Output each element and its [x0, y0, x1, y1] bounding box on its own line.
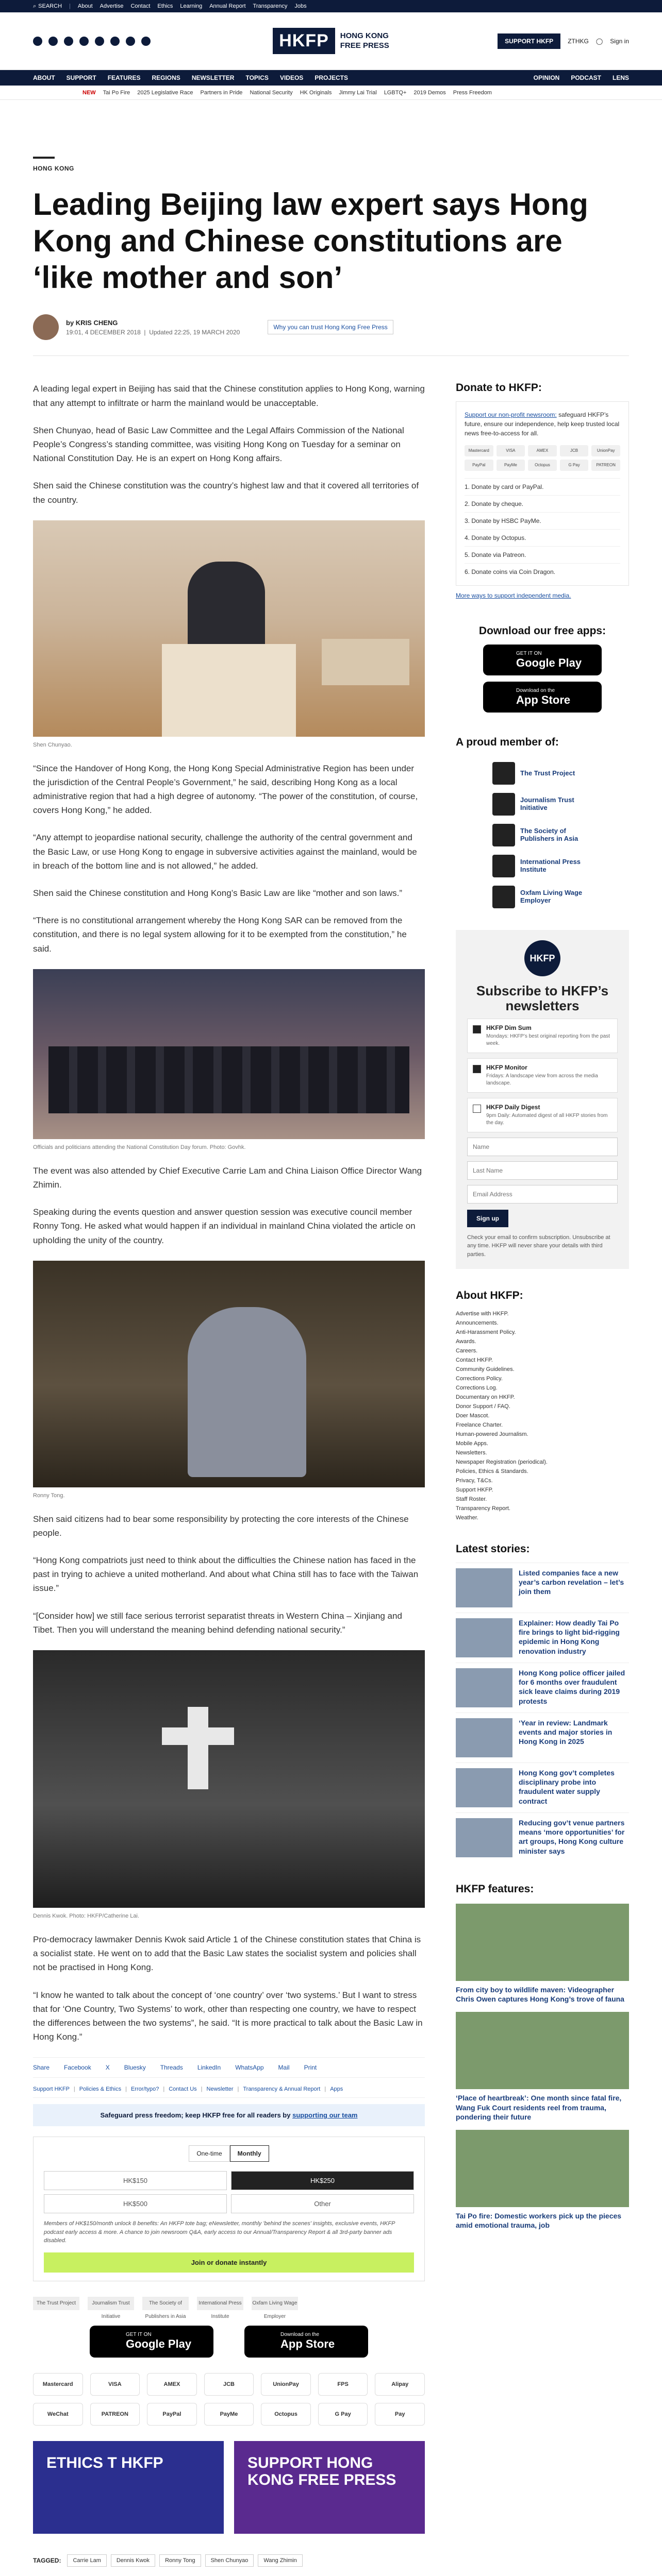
support-team-link[interactable]: supporting our team: [292, 2111, 358, 2120]
publish-date: 19:01, 4 DECEMBER 2018 | Updated 22:25, 19 MARCH 2020: [66, 328, 240, 336]
topbar-link-contact[interactable]: Contact: [130, 3, 151, 9]
apple-pay-icon[interactable]: Pay: [375, 2403, 425, 2426]
about-link[interactable]: Announcements.: [456, 1320, 499, 1327]
nav-opinion[interactable]: OPINION: [533, 74, 560, 81]
membership-logos: [456, 758, 629, 912]
user-icon[interactable]: ◯: [595, 37, 603, 45]
top-utility-bar: [0, 0, 662, 12]
article-photo[interactable]: [33, 1650, 425, 1908]
amount-option[interactable]: Other: [231, 2194, 414, 2213]
category-link[interactable]: HONG KONG: [33, 165, 74, 172]
payme-icon: PayMe: [496, 460, 525, 471]
google-pay-icon[interactable]: G Pay: [318, 2403, 368, 2426]
tag-link[interactable]: Ronny Tong: [159, 2554, 201, 2567]
about-section: [456, 1290, 629, 1522]
paragraph: “There is no constitutional arrangement whereby the Hong Kong SAR can be removed from the constitution, and there is no legal system allowing for it to be exempted from the constitution,” he said.: [33, 916, 407, 954]
donate-method[interactable]: 3. Donate by HSBC PayMe.: [465, 512, 620, 529]
logo-mark: HKFP: [273, 28, 335, 54]
newsletter-option[interactable]: HKFP Monitor Fridays: A landscape view from across the media landscape.: [467, 1058, 618, 1093]
topbar-link-transparency[interactable]: Transparency: [253, 3, 288, 9]
share-mail[interactable]: Mail: [278, 2064, 290, 2072]
trending-link[interactable]: 2019 Demos: [413, 89, 446, 96]
brand-header: [0, 12, 662, 70]
nav-about[interactable]: ABOUT: [33, 74, 55, 81]
footer-link[interactable]: Transparency & Annual Report: [243, 2086, 321, 2093]
partner-logo: Journalism Trust Initiative: [88, 2297, 134, 2310]
amex-icon: AMEX: [528, 445, 557, 456]
story-item[interactable]: Hong Kong gov’t completes disciplinary probe into fraudulent water supply contract: [456, 1762, 629, 1812]
tag-link[interactable]: Wang Zhimin: [258, 2554, 302, 2567]
story-thumbnail: [456, 1818, 512, 1857]
payment-icons-mini: [465, 445, 620, 471]
sidebar: [456, 382, 629, 2576]
about-link[interactable]: Newsletters.: [456, 1450, 487, 1456]
nav-podcast[interactable]: PODCAST: [571, 74, 601, 81]
feature-thumbnail: [456, 2012, 629, 2089]
hkfp-badge-icon: HKFP: [524, 940, 560, 976]
about-link[interactable]: Documentary on HKFP.: [456, 1394, 515, 1401]
about-link[interactable]: Policies, Ethics & Standards.: [456, 1468, 528, 1475]
nav-regions[interactable]: REGIONS: [152, 74, 180, 81]
story-thumbnail: [456, 1768, 512, 1807]
freq-monthly[interactable]: Monthly: [230, 2145, 269, 2162]
promo-banners: [33, 2441, 425, 2534]
amount-option[interactable]: HK$500: [44, 2194, 227, 2213]
paragraph: “Hong Kong compatriots just need to think about the difficulties the Chinese nation has faced in the past in trying to achieve a united motherland. And about what China still has to face with the Taiwan issue.”: [33, 1555, 419, 1594]
footer-link[interactable]: Error/typo?: [130, 2086, 159, 2093]
newsletter-title: Subscribe to HKFP’s newsletters: [476, 983, 609, 1013]
nav-topics[interactable]: TOPICS: [245, 74, 269, 81]
story-item[interactable]: Listed companies face a new year’s carbon revelation – let’s join them: [456, 1563, 629, 1613]
amex-icon[interactable]: AMEX: [147, 2373, 197, 2396]
support-hkfp-button[interactable]: SUPPORT HKFP: [498, 33, 560, 49]
member-logo[interactable]: The Trust Project: [456, 758, 629, 789]
byline-text: [66, 319, 240, 336]
article-content: [33, 382, 425, 2576]
proud-heading: A proud member of:: [456, 736, 559, 749]
membership-note: Members of HK$150/month unlock 8 benefits: An HKFP tote bag; eNewsletter, monthly 'behind the scenes' insights, exclusive events, HKFP podcast early access & more. A chance to join newsroom Q&A, early access to our Annual/Transparency Report & all 3rd-party banner ads disabled.: [44, 2221, 395, 2244]
trust-logos-strip: [33, 2297, 425, 2319]
last-name-field[interactable]: [467, 1161, 618, 1180]
latest-stories: [456, 1543, 629, 1862]
share-print[interactable]: Print: [304, 2064, 317, 2072]
nav-support[interactable]: SUPPORT: [66, 74, 96, 81]
byline: [33, 314, 629, 340]
divider: |: [201, 2086, 203, 2093]
threads-icon[interactable]: [95, 37, 104, 46]
trending-link[interactable]: HK Originals: [300, 89, 332, 96]
nav-features[interactable]: FEATURES: [107, 74, 141, 81]
footer-link[interactable]: Contact Us: [169, 2086, 197, 2093]
paragraph: “Any attempt to jeopardise national security, challenge the authority of the central government and the Basic Law, or use Hong Kong to engage in subversive activities against the mainland, would be in breach of the bottom line and is not allowed,” he added.: [33, 833, 417, 871]
main-navigation: [0, 70, 662, 86]
bluesky-icon[interactable]: [110, 37, 120, 46]
trending-link[interactable]: Partners in Pride: [200, 89, 243, 96]
unionpay-icon[interactable]: UnionPay: [261, 2373, 311, 2396]
instagram-icon[interactable]: [64, 37, 73, 46]
photo-caption: Ronny Tong.: [33, 1492, 65, 1499]
member-logo[interactable]: Journalism Trust Initiative: [456, 789, 629, 820]
about-heading: About HKFP:: [456, 1290, 523, 1302]
footer-link[interactable]: Apps: [330, 2086, 343, 2093]
hkfp-features: [456, 1883, 629, 2230]
group-figures: [48, 1046, 409, 1113]
more-ways-link[interactable]: More ways to support independent media.: [456, 592, 571, 600]
share-threads[interactable]: Threads: [160, 2064, 183, 2072]
story-item[interactable]: ‘Year in review: Landmark events and major stories in Hong Kong in 2025: [456, 1713, 629, 1762]
topbar-link-annual-report[interactable]: Annual Report: [209, 3, 246, 9]
trust-link[interactable]: Why you can trust Hong Kong Free Press: [268, 320, 393, 334]
story-thumbnail: [456, 1618, 512, 1657]
about-link[interactable]: Community Guidelines.: [456, 1366, 515, 1373]
article-photo[interactable]: [33, 1261, 425, 1487]
article-tags: [33, 2554, 425, 2567]
octopus-icon: Octopus: [528, 460, 557, 471]
logo-wordmark: HONG KONG FREE PRESS: [340, 31, 389, 50]
amount-options: [44, 2171, 414, 2213]
paragraph: The event was also attended by Chief Executive Carrie Lam and China Liaison Office Director Wang Zhimin.: [33, 1165, 422, 1190]
photo-dennis-kwok: [33, 1650, 425, 1908]
about-link[interactable]: Staff Roster.: [456, 1496, 487, 1503]
header-actions: [389, 33, 629, 49]
paragraph: “Since the Handover of Hong Kong, the Hong Kong Special Administrative Region has been under the jurisdiction of the Central People’s Government,” he said, describing Hong Kong as a local administrative region that had a high degree of autonomy. “The power of the constitution, of course, covers Hong Kong,” he added.: [33, 763, 418, 816]
newsletter-signup: [456, 930, 629, 1269]
topbar-link-about[interactable]: About: [77, 3, 93, 9]
fps-icon[interactable]: FPS: [318, 2373, 368, 2396]
divider: |: [69, 3, 71, 9]
donate-methods: [465, 478, 620, 580]
google-pay-icon: G Pay: [560, 460, 589, 471]
google-play-button[interactable]: GET IT ON Google Play: [90, 2326, 213, 2358]
photo-caption: Officials and politicians attending the National Constitution Day forum. Photo: Govhk.: [33, 1144, 246, 1150]
about-link[interactable]: Advertise with HKFP.: [456, 1311, 509, 1317]
new-badge: NEW: [82, 89, 96, 96]
payme-icon[interactable]: PayMe: [204, 2403, 254, 2426]
topbar-link-learning[interactable]: Learning: [180, 3, 203, 9]
ethics-banner[interactable]: ETHICS T HKFP: [33, 2441, 224, 2534]
checkbox-checked[interactable]: [473, 1025, 481, 1033]
trending-link[interactable]: Tai Po Fire: [103, 89, 130, 96]
apps-heading: Download our free apps:: [478, 625, 606, 637]
about-link[interactable]: Newspaper Registration (periodical).: [456, 1459, 548, 1466]
app-store-button[interactable]: Download on the App Store: [244, 2326, 368, 2358]
article-photo[interactable]: [33, 520, 425, 737]
feature-item[interactable]: ‘Place of heartbreak’: One month since fatal fire, Wang Fuk Court residents reel from trauma, pondering their future: [456, 2012, 629, 2122]
story-item[interactable]: Reducing gov’t venue partners means ‘more opportunities’ for art groups, Hong Kong culture minister says: [456, 1812, 629, 1862]
share-label: Share: [33, 2064, 50, 2072]
jcb-icon[interactable]: JCB: [204, 2373, 254, 2396]
trust-project-icon: [492, 762, 515, 785]
search-link[interactable]: ⌕ SEARCH: [33, 3, 62, 9]
share-whatsapp[interactable]: WhatsApp: [235, 2064, 264, 2072]
patreon-icon: PATREON: [591, 460, 620, 471]
share-facebook[interactable]: Facebook: [64, 2064, 91, 2072]
app-store-button[interactable]: Download on the App Store: [483, 682, 602, 713]
topbar-link-jobs[interactable]: Jobs: [294, 3, 307, 9]
share-x[interactable]: X: [105, 2064, 110, 2072]
visa-icon[interactable]: VISA: [90, 2373, 140, 2396]
tag-link[interactable]: Dennis Kwok: [111, 2554, 155, 2567]
trending-link[interactable]: National Security: [250, 89, 293, 96]
share-bar: [33, 2057, 425, 2078]
donate-method[interactable]: 2. Donate by cheque.: [465, 495, 620, 512]
page-body: [0, 382, 662, 2576]
social-links: [33, 37, 273, 46]
language-switch[interactable]: ZTHKG: [568, 37, 589, 45]
about-link[interactable]: Donor Support / FAQ.: [456, 1403, 510, 1410]
author-name[interactable]: by KRIS CHENG: [66, 318, 118, 327]
speaker-figure: [188, 1307, 306, 1477]
paragraph: “I know he wanted to talk about the concept of ‘one country’ over ‘two systems.’ But I want to stress that for ‘One Country, Two Systems’ to work, other than respecting one country, we have to respect the differences between the two systems”, he said. “It is more practical to talk about the Basic Law in Hong Kong.”: [33, 1990, 423, 2042]
about-link[interactable]: Corrections Log.: [456, 1385, 498, 1392]
feature-thumbnail: [456, 1904, 629, 1981]
donate-method[interactable]: 6. Donate coins via Coin Dragon.: [465, 563, 620, 580]
member-logo[interactable]: The Society of Publishers in Asia: [456, 820, 629, 851]
google-play-button[interactable]: GET IT ON Google Play: [483, 645, 602, 675]
youtube-icon[interactable]: [79, 37, 89, 46]
about-link[interactable]: Contact HKFP.: [456, 1357, 493, 1364]
photo-forum-group: [33, 969, 425, 1139]
divider: [33, 355, 629, 356]
story-thumbnail: [456, 1568, 512, 1607]
ipi-icon: [492, 855, 515, 877]
about-link[interactable]: Anti-Harassment Policy.: [456, 1329, 516, 1336]
trending-link[interactable]: 2025 Legislative Race: [137, 89, 193, 96]
safeguard-banner: Safeguard press freedom; keep HKFP free for all readers by supporting our team: [33, 2104, 425, 2126]
feature-thumbnail: [456, 2130, 629, 2207]
sopa-icon: [492, 824, 515, 846]
checkbox-checked[interactable]: [473, 1065, 481, 1073]
article-header: [0, 100, 662, 340]
signup-button[interactable]: Sign up: [467, 1210, 508, 1227]
feature-item[interactable]: Tai Po fire: Domestic workers pick up the pieces amid emotional trauma, job: [456, 2130, 629, 2230]
donate-widget: [33, 2137, 425, 2281]
mastercard-icon[interactable]: Mastercard: [33, 2373, 83, 2396]
feature-item[interactable]: From city boy to wildlife maven: Videographer Chris Owen captures Hong Kong’s trove of fauna: [456, 1904, 629, 2004]
paragraph: Pro-democracy lawmaker Dennis Kwok said Article 1 of the Chinese constitution states that China is a socialist state. He went on to add that the Basic Law states the socialist system and policies shall not be practised in Hong Kong.: [33, 1935, 421, 1973]
membership-section: [456, 736, 629, 912]
donate-heading: Donate to HKFP:: [456, 382, 542, 394]
nav-lens[interactable]: LENS: [612, 74, 629, 81]
share-bluesky[interactable]: Bluesky: [124, 2064, 146, 2072]
footer-link[interactable]: Support HKFP: [33, 2086, 70, 2093]
paragraph: Shen said the Chinese constitution was the country’s highest law and that it covered all territories of the country.: [33, 481, 419, 505]
donate-method[interactable]: 1. Donate by card or PayPal.: [465, 478, 620, 495]
about-link[interactable]: Awards.: [456, 1338, 476, 1345]
divider: |: [73, 2086, 75, 2093]
about-links: [456, 1309, 629, 1522]
divider: |: [125, 2086, 127, 2093]
nav-projects[interactable]: PROJECTS: [315, 74, 348, 81]
about-link[interactable]: Mobile Apps.: [456, 1440, 488, 1447]
about-link[interactable]: Careers.: [456, 1348, 478, 1354]
unionpay-icon: UnionPay: [591, 445, 620, 456]
first-name-field[interactable]: [467, 1138, 618, 1156]
donate-method[interactable]: 5. Donate via Patreon.: [465, 546, 620, 563]
wechat-icon[interactable]: WeChat: [33, 2403, 83, 2426]
jti-icon: [492, 793, 515, 816]
features-heading: HKFP features:: [456, 1883, 534, 1895]
member-logo[interactable]: International Press Institute: [456, 851, 629, 882]
trending-link[interactable]: LGBTQ+: [384, 89, 407, 96]
about-link[interactable]: Weather.: [456, 1515, 478, 1521]
site-logo[interactable]: [273, 28, 389, 54]
paragraph: Speaking during the events question and answer question session was executive council member Ronny Tong. He asked what would happen if an individual in mainland China violated the article on upholding the unity of the country.: [33, 1207, 416, 1245]
amount-option[interactable]: HK$150: [44, 2171, 227, 2190]
join-donate-button[interactable]: Join or donate instantly: [44, 2252, 414, 2273]
x-icon[interactable]: [48, 37, 58, 46]
newsletter-option[interactable]: HKFP Daily Digest 9pm Daily: Automated digest of all HKFP stories from the day.: [467, 1098, 618, 1132]
paragraph: Shen said the Chinese constitution and Hong Kong’s Basic Law are like “mother and son laws.”: [33, 888, 402, 899]
banner-shape: [322, 639, 409, 685]
patreon-icon[interactable]: PATREON: [90, 2403, 140, 2426]
photo-ronny-tong: [33, 1261, 425, 1487]
partner-logo: International Press Institute: [197, 2297, 243, 2310]
footer-link[interactable]: Newsletter: [206, 2086, 234, 2093]
donate-method[interactable]: 4. Donate by Octopus.: [465, 529, 620, 546]
topbar-link-ethics[interactable]: Ethics: [157, 3, 173, 9]
divider: |: [237, 2086, 239, 2093]
paragraph: Shen Chunyao, head of Basic Law Committee and the Legal Affairs Commission of the National People’s Congress’s standing committee, was visiting Hong Kong on Tuesday for a seminar on National Constitution Day. He is an expert on Hong Kong affairs.: [33, 425, 404, 464]
trending-link[interactable]: Jimmy Lai Trial: [339, 89, 377, 96]
share-linkedin[interactable]: LinkedIn: [197, 2064, 221, 2072]
partner-logo: The Trust Project: [33, 2297, 79, 2310]
about-link[interactable]: Doer Mascot.: [456, 1413, 490, 1419]
about-link[interactable]: Human-powered Journalism.: [456, 1431, 528, 1438]
photo-caption: Shen Chunyao.: [33, 741, 72, 748]
about-link[interactable]: Transparency Report.: [456, 1505, 510, 1512]
payment-methods: [33, 2373, 425, 2426]
tag-link[interactable]: Shen Chunyao: [205, 2554, 254, 2567]
visa-icon: VISA: [496, 445, 525, 456]
story-thumbnail: [456, 1718, 512, 1757]
about-link[interactable]: Corrections Policy.: [456, 1376, 503, 1382]
story-item[interactable]: Hong Kong police officer jailed for 6 months over fraudulent sick leave claims during 2019 protests: [456, 1663, 629, 1713]
article-photo[interactable]: [33, 969, 425, 1139]
about-link[interactable]: Support HKFP.: [456, 1487, 493, 1494]
about-link[interactable]: Privacy, T&Cs.: [456, 1478, 493, 1484]
partner-logo: The Society of Publishers in Asia: [142, 2297, 189, 2310]
latest-heading: Latest stories:: [456, 1543, 530, 1555]
sidebar-apps: [456, 625, 629, 713]
frequency-toggle: [44, 2145, 414, 2162]
author-avatar: [33, 314, 59, 340]
category-rule: [33, 157, 55, 159]
trending-link[interactable]: Press Freedom: [453, 89, 492, 96]
support-banner[interactable]: SUPPORT HONG KONG FREE PRESS: [234, 2441, 425, 2534]
mastercard-icon: Mastercard: [465, 445, 493, 456]
footer-link[interactable]: Policies & Ethics: [79, 2086, 122, 2093]
mail-icon[interactable]: [141, 37, 151, 46]
checkbox[interactable]: [473, 1105, 481, 1113]
nav-newsletter[interactable]: NEWSLETTER: [191, 74, 235, 81]
telegram-icon[interactable]: [126, 37, 135, 46]
search-icon: ⌕: [33, 3, 37, 9]
facebook-icon[interactable]: [33, 37, 42, 46]
newsletter-note: Check your email to confirm subscription. Unsubscribe at any time. HKFP will never share your details with third parties.: [467, 1234, 610, 1258]
photo-caption: Dennis Kwok. Photo: HKFP/Catherine Lai.: [33, 1913, 140, 1920]
paragraph: A leading legal expert in Beijing has said that the Chinese constitution applies to Hong Kong, warning that any attempt to infiltrate or harm the mainland would be unacceptable.: [33, 384, 425, 408]
topbar-link-advertise[interactable]: Advertise: [100, 3, 124, 9]
tags-label: TAGGED:: [33, 2556, 61, 2564]
story-thumbnail: [456, 1668, 512, 1707]
article-footer-links: [33, 2086, 425, 2098]
oxfam-icon: [492, 886, 515, 908]
paypal-icon[interactable]: PayPal: [147, 2403, 197, 2426]
paragraph: “[Consider how] we still face serious terrorist separatist threats in Western China – Xinjiang and Tibet. Then you will understand the meaning behind defending national security.”: [33, 1611, 402, 1635]
member-logo[interactable]: Oxfam Living Wage Employer: [456, 882, 629, 912]
about-link[interactable]: Freelance Charter.: [456, 1422, 503, 1429]
support-newsroom-link[interactable]: Support our non-profit newsroom:: [465, 411, 557, 419]
alipay-icon[interactable]: Alipay: [375, 2373, 425, 2396]
sign-in-link[interactable]: Sign in: [610, 37, 629, 45]
divider: |: [324, 2086, 326, 2093]
paypal-icon: PayPal: [465, 460, 493, 471]
tag-link[interactable]: Carrie Lam: [67, 2554, 106, 2567]
freq-one-time[interactable]: One-time: [189, 2145, 229, 2162]
jcb-icon: JCB: [560, 445, 589, 456]
app-download-row: [33, 2326, 425, 2358]
trending-bar: [0, 86, 662, 100]
podium-shape: [162, 644, 296, 737]
divider: |: [163, 2086, 165, 2093]
donate-card: [456, 401, 629, 586]
story-item[interactable]: Explainer: How deadly Tai Po fire brings to light bid-rigging epidemic in Hong Kong renovation industry: [456, 1613, 629, 1663]
photo-shen-chunyao: [33, 520, 425, 737]
octopus-icon[interactable]: Octopus: [261, 2403, 311, 2426]
headline: Leading Beijing law expert says Hong Kong and Chinese constitutions are ‘like mother and son’: [33, 187, 588, 295]
paragraph: Shen said citizens had to bear some responsibility by protecting the core interests of the Chinese people.: [33, 1514, 409, 1538]
email-field[interactable]: [467, 1185, 618, 1204]
partner-logo: Oxfam Living Wage Employer: [252, 2297, 298, 2310]
donate-lead: Support our non-profit newsroom: safeguard HKFP’s future, ensure our independence, help keep trusted local news free-to-access for all.: [465, 411, 620, 437]
newsletter-option[interactable]: HKFP Dim Sum Mondays: HKFP’s best original reporting from the past week.: [467, 1019, 618, 1053]
cross-shape: [188, 1707, 208, 1789]
nav-videos[interactable]: VIDEOS: [279, 74, 304, 81]
cross-shape: [162, 1727, 234, 1745]
amount-option-selected[interactable]: HK$250: [231, 2171, 414, 2190]
